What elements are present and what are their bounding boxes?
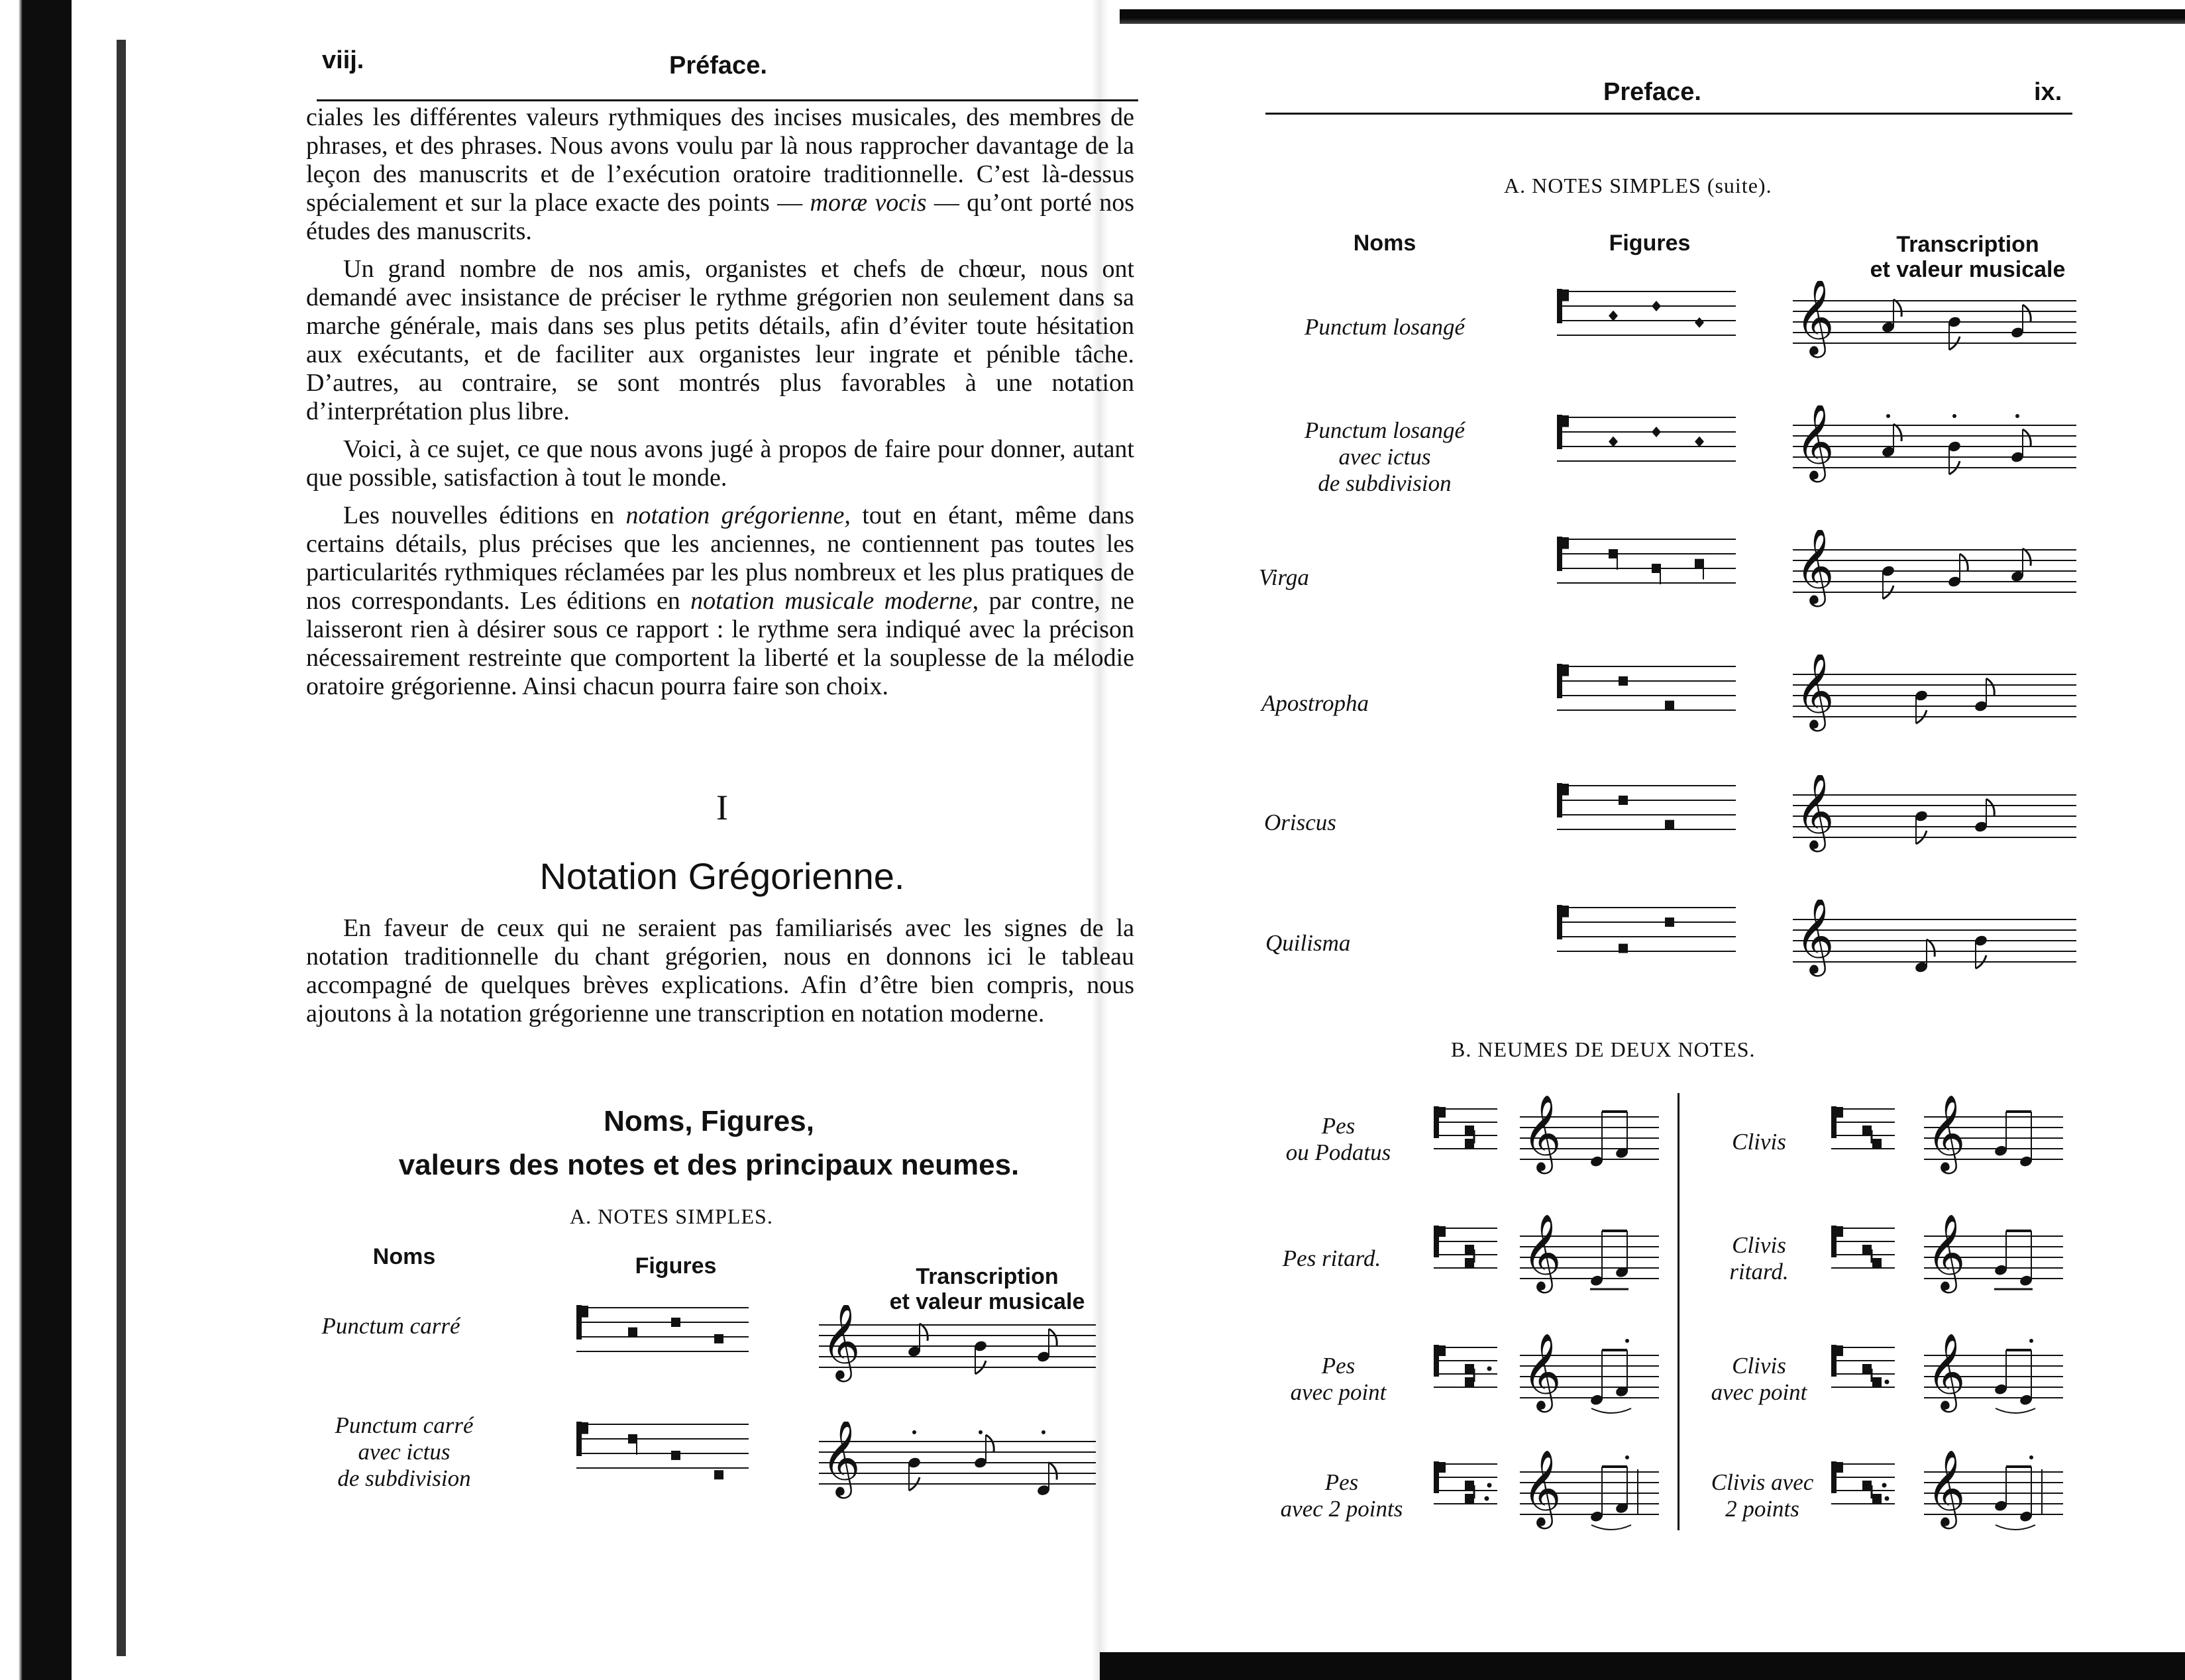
neume-transcription xyxy=(1517,1093,1663,1186)
neume-note xyxy=(671,1318,680,1327)
c-clef-icon xyxy=(582,1306,588,1318)
neume-note xyxy=(1465,1139,1474,1148)
treble-clef-icon: 𝄞 xyxy=(1795,900,1835,972)
ictus-dot xyxy=(979,1430,983,1434)
treble-clef-icon: 𝄞 xyxy=(1927,1097,1966,1170)
c-clef-icon xyxy=(1434,1226,1439,1257)
neume-note xyxy=(1609,437,1618,447)
left-running-head: Préface. xyxy=(669,52,767,79)
c-clef-icon xyxy=(1831,1106,1837,1138)
ictus-dot xyxy=(2029,1339,2033,1343)
treble-clef-icon: 𝄞 xyxy=(1522,1336,1562,1408)
c-clef-icon xyxy=(1557,664,1562,698)
row-name-punctum-losange: Punctum losangé xyxy=(1304,314,1466,340)
neume-note xyxy=(1652,301,1661,311)
paragraph-4: Les nouvelles éditions en notation grégorienne, tout en étant, même dans certains détails, plus précises que les anciennes, ne contiennent pas toutes les particularités rythmiques réclamées par les plus nombreux et les plus pratiques de nos correspondants. Les éditions en notation musicale moderne, par contre, ne laisseront rien à désirer sous ce rapport : le rythme sera indiqué avec la précison nécessairement restreinte que comportent la liberté et la souplesse de la mélodie oratoire grégorienne. Ainsi chacun pourra faire son choix. xyxy=(306,501,1135,700)
treble-clef-icon: 𝄞 xyxy=(1927,1452,1966,1525)
table-title-line-1: Noms, Figures, xyxy=(604,1105,814,1137)
section-number: I xyxy=(716,788,728,827)
ictus-dot xyxy=(1625,1455,1629,1459)
figure-staff xyxy=(1550,898,1742,971)
note-flag xyxy=(2023,305,2031,322)
neume-note xyxy=(1652,427,1661,437)
treble-clef-icon: 𝄞 xyxy=(1522,1097,1562,1170)
neume-note xyxy=(1665,820,1674,829)
figure-staff xyxy=(1550,657,1742,730)
neume-figure xyxy=(1431,1455,1504,1528)
neume-note xyxy=(1872,1377,1882,1387)
neume-transcription xyxy=(1921,1093,2067,1186)
note-flag xyxy=(1049,1329,1057,1346)
intro-paragraph: En faveur de ceux qui ne seraient pas familiarisés avec les signes de la notation traditionnelle du chant grégorien, nous en donnons ici le tableau accompagné de quelques brèves explications. Afin d’être bien compris, nous ajoutons à la notation grégorienne une transcription en notation moderne. xyxy=(306,914,1134,1027)
left-prose xyxy=(306,103,1134,710)
neume-figure xyxy=(1829,1338,1901,1411)
note-flag xyxy=(1049,1463,1057,1480)
c-clef-icon xyxy=(1837,1226,1843,1237)
c-clef-icon xyxy=(1557,905,1562,939)
c-clef-icon xyxy=(576,1422,582,1456)
mora-dot xyxy=(1487,1483,1492,1488)
neume-transcription xyxy=(1921,1448,2067,1541)
c-clef-icon xyxy=(1434,1345,1439,1377)
column-header-figures: Figures xyxy=(1609,231,1691,256)
mora-dot xyxy=(1485,1496,1489,1501)
neume-name-clivis: Clivis xyxy=(1732,1129,1786,1155)
neume-note xyxy=(1619,796,1628,805)
neume-figure xyxy=(1431,1219,1504,1292)
column-header-figures: Figures xyxy=(635,1253,717,1279)
transcription-staff xyxy=(815,1422,1100,1508)
neume-note xyxy=(1862,1245,1872,1254)
neume-transcription xyxy=(1517,1448,1663,1541)
scan-left-shadow xyxy=(117,40,126,1656)
c-clef-icon xyxy=(576,1305,582,1339)
neume-note xyxy=(1695,559,1704,568)
neume-name-pes-avec-2-points: Pes avec 2 points xyxy=(1280,1469,1403,1522)
neume-note xyxy=(1695,317,1704,328)
figure-staff xyxy=(570,1415,755,1488)
intro-prose xyxy=(306,914,1134,1037)
treble-clef-icon: 𝄞 xyxy=(1522,1452,1562,1525)
row-name-punctum-losange-ictus: Punctum losangé avec ictus de subdivision xyxy=(1304,417,1466,496)
neume-note xyxy=(1465,1377,1474,1387)
neume-figure xyxy=(1829,1455,1901,1528)
c-clef-icon xyxy=(1837,1107,1843,1118)
neume-note xyxy=(1872,1139,1882,1148)
ictus-dot xyxy=(1886,414,1890,418)
neume-note xyxy=(628,1434,637,1444)
neume-note xyxy=(1465,1494,1474,1503)
treble-clef-icon: 𝄞 xyxy=(1795,775,1835,848)
c-clef-icon xyxy=(1562,906,1569,918)
neume-note xyxy=(1465,1245,1474,1254)
note-flag xyxy=(2023,549,2031,566)
neume-note xyxy=(1619,676,1628,686)
transcription-staff xyxy=(1789,900,2080,986)
note-flag xyxy=(1986,799,1994,816)
c-clef-icon xyxy=(1831,1461,1837,1493)
scan-bottom-edge xyxy=(1100,1652,2185,1680)
transcription-staff xyxy=(1789,530,2080,616)
row-name-apostropha: Apostropha xyxy=(1261,690,1369,716)
ictus-dot xyxy=(1952,414,1956,418)
neume-note xyxy=(1665,918,1674,927)
neume-name-clivis-avec-point: Clivis avec point xyxy=(1711,1353,1807,1405)
neume-note xyxy=(1872,1258,1882,1267)
c-clef-icon xyxy=(1831,1345,1837,1377)
neume-name-clivis-ritard: Clivis ritard. xyxy=(1729,1232,1789,1285)
scan-left-edge xyxy=(0,0,72,1680)
c-clef-icon xyxy=(1439,1226,1446,1237)
neume-transcription xyxy=(1517,1212,1663,1305)
figure-staff xyxy=(1550,408,1742,481)
c-clef-icon xyxy=(1562,537,1569,549)
note-flag xyxy=(2023,429,2031,446)
row-name-punctum-carre: Punctum carré xyxy=(321,1313,460,1339)
figure-staff xyxy=(1550,530,1742,603)
note-flag xyxy=(1893,299,1901,317)
note-flag xyxy=(1893,424,1901,441)
c-clef-icon xyxy=(582,1422,588,1434)
neume-note xyxy=(714,1470,723,1479)
section-title: Notation Grégorienne. xyxy=(539,855,905,897)
transcription-staff xyxy=(1789,405,2080,492)
tie-arc xyxy=(1996,1525,2035,1530)
ictus-dot xyxy=(2015,414,2019,418)
neume-note xyxy=(1652,564,1661,573)
c-clef-icon xyxy=(1562,415,1569,427)
table-title xyxy=(285,1100,1133,1187)
figure-staff xyxy=(1550,282,1742,355)
neume-note xyxy=(628,1328,637,1337)
mora-dot xyxy=(1885,1496,1890,1501)
neume-figure xyxy=(1431,1100,1504,1173)
ictus-dot xyxy=(2029,1455,2033,1459)
table-title-line-2: valeurs des notes et des principaux neumes. xyxy=(398,1149,1020,1181)
neume-transcription xyxy=(1921,1212,2067,1305)
column-header-names: Noms xyxy=(372,1244,436,1269)
neume-name-clivis-avec-2-points: Clivis avec 2 points xyxy=(1711,1469,1814,1522)
neume-figure xyxy=(1431,1338,1504,1411)
note-flag xyxy=(1986,678,1994,696)
subsection-b-heading: B. NEUMES DE DEUX NOTES. xyxy=(1451,1037,1756,1061)
transcription-staff xyxy=(815,1305,1100,1391)
neume-note xyxy=(1465,1258,1474,1267)
subsection-a-heading: A. NOTES SIMPLES. xyxy=(570,1204,773,1228)
c-clef-icon xyxy=(1434,1106,1439,1138)
neume-transcription xyxy=(1517,1332,1663,1424)
treble-clef-icon: 𝄞 xyxy=(1927,1216,1966,1289)
neume-figure xyxy=(1829,1100,1901,1173)
row-name-punctum-carre-ictus: Punctum carré avec ictus de subdivision xyxy=(335,1412,474,1491)
treble-clef-icon: 𝄞 xyxy=(1522,1216,1562,1289)
right-running-head: Preface. xyxy=(1603,78,1701,106)
note-flag xyxy=(920,1324,928,1341)
c-clef-icon xyxy=(1434,1461,1439,1493)
note-flag xyxy=(986,1435,994,1452)
c-clef-icon xyxy=(1562,784,1569,796)
treble-clef-icon: 𝄞 xyxy=(1927,1336,1966,1408)
neume-note xyxy=(1862,1364,1872,1373)
transcription-staff xyxy=(1789,281,2080,367)
treble-clef-icon: 𝄞 xyxy=(822,1422,861,1495)
neume-note xyxy=(1465,1126,1474,1135)
scan-top-edge xyxy=(1120,9,2185,24)
row-name-oriscus: Oriscus xyxy=(1264,810,1336,835)
c-clef-icon xyxy=(1831,1226,1837,1257)
tie-arc xyxy=(1591,1525,1631,1530)
c-clef-icon xyxy=(1837,1345,1843,1356)
column-divider xyxy=(1678,1093,1679,1530)
neume-note xyxy=(1862,1126,1872,1135)
note-flag xyxy=(1960,554,1968,571)
neume-note xyxy=(1619,944,1628,953)
ictus-dot xyxy=(912,1430,916,1434)
mora-dot xyxy=(1882,1483,1887,1488)
paragraph-3: Voici, à ce sujet, ce que nous avons jugé à propos de faire pour donner, autant que possible, satisfaction à tout le monde. xyxy=(306,435,1134,492)
mora-dot xyxy=(1487,1367,1492,1371)
treble-clef-icon: 𝄞 xyxy=(1795,281,1835,354)
c-clef-icon xyxy=(1557,289,1562,323)
ictus-dot xyxy=(1041,1430,1045,1434)
neume-note xyxy=(1872,1494,1882,1503)
c-clef-icon xyxy=(1562,289,1569,301)
neume-note xyxy=(714,1334,723,1343)
treble-clef-icon: 𝄞 xyxy=(1795,530,1835,603)
transcription-staff xyxy=(1789,655,2080,741)
c-clef-icon xyxy=(1557,415,1562,449)
transcription-staff xyxy=(1789,775,2080,861)
treble-clef-icon: 𝄞 xyxy=(822,1305,861,1378)
column-header-names: Noms xyxy=(1353,231,1416,256)
figure-staff xyxy=(570,1298,755,1371)
left-page-number: viij. xyxy=(322,46,364,74)
paragraph-1: ciales les différentes valeurs rythmiques des incises musicales, des membres de phrases, et des phrases. Nous avons voulu par là nous rapprocher davantage de la leçon des manuscrits et de l’exécution oratoire traditionnelle. C’est là-dessus spécialement et sur la place exacte des points — moræ vocis — qu’ont porté nos études des manuscrits. xyxy=(306,103,1135,245)
neume-name-pes-ritard: Pes ritard. xyxy=(1282,1245,1381,1271)
tie-arc xyxy=(1996,1408,2035,1413)
neume-note xyxy=(1609,549,1618,558)
c-clef-icon xyxy=(1439,1345,1446,1356)
treble-clef-icon: 𝄞 xyxy=(1795,405,1835,478)
neume-figure xyxy=(1829,1219,1901,1292)
neume-note xyxy=(1609,311,1618,321)
c-clef-icon xyxy=(1837,1462,1843,1473)
neume-transcription xyxy=(1921,1332,2067,1424)
neume-note xyxy=(1465,1481,1474,1490)
row-name-quilisma: Quilisma xyxy=(1265,930,1351,956)
neume-note xyxy=(1862,1481,1872,1490)
neume-note xyxy=(1465,1364,1474,1373)
neume-note xyxy=(1695,437,1704,447)
column-header-transcription: Transcription et valeur musicale xyxy=(889,1264,1085,1314)
neume-note xyxy=(671,1451,680,1460)
tie-arc xyxy=(1591,1408,1631,1413)
left-head-rule xyxy=(317,99,1138,101)
ictus-dot xyxy=(1625,1339,1629,1343)
treble-clef-icon: 𝄞 xyxy=(1795,655,1835,727)
mora-dot xyxy=(1885,1380,1890,1385)
c-clef-icon xyxy=(1557,537,1562,571)
right-page-number: ix. xyxy=(2034,78,2062,106)
subsection-a-suite-heading: A. NOTES SIMPLES (suite). xyxy=(1504,174,1772,197)
right-head-rule xyxy=(1265,113,2072,115)
neume-note xyxy=(1665,701,1674,710)
c-clef-icon xyxy=(1439,1107,1446,1118)
figure-staff xyxy=(1550,776,1742,849)
note-flag xyxy=(1927,939,1935,957)
c-clef-icon xyxy=(1557,783,1562,817)
c-clef-icon xyxy=(1439,1462,1446,1473)
neume-name-pes-avec-point: Pes avec point xyxy=(1290,1353,1387,1405)
paragraph-2: Un grand nombre de nos amis, organistes et chefs de chœur, nous ont demandé avec insistance de préciser le rythme grégorien non seulement dans sa marche générale, mais dans ses plus petits détails, afin d’éviter toute hésitation aux exécutants, et de faciliter aux organistes leur ingrate et pénible tâche. D’autres, au contraire, se sont montrés plus favorables à une notation d’interprétation plus libre. xyxy=(306,255,1134,425)
column-header-transcription: Transcription et valeur musicale xyxy=(1870,232,2066,282)
c-clef-icon xyxy=(1562,664,1569,676)
neume-name-pes: Pes ou Podatus xyxy=(1285,1113,1391,1165)
row-name-virga: Virga xyxy=(1259,564,1309,590)
